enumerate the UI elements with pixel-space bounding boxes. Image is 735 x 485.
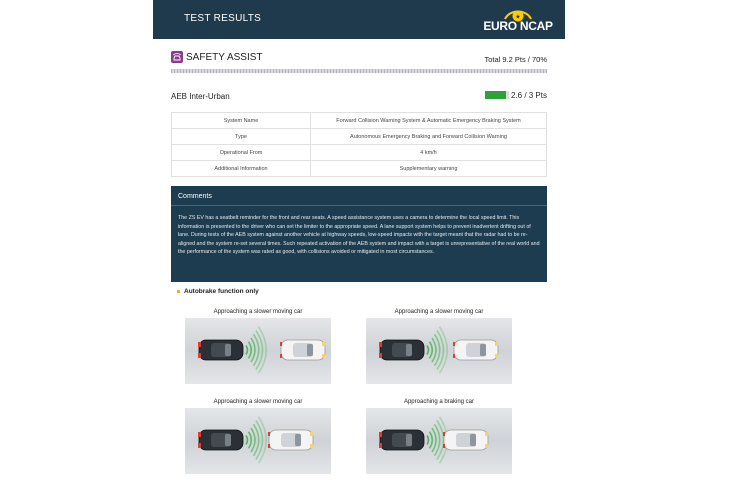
aeb-score: 2.6 / 3 Pts [510,91,547,100]
aeb-title: AEB Inter-Urban [171,92,230,101]
aeb-score-fill [485,91,506,99]
system-info-table [171,112,547,177]
table-key: Type [172,129,311,145]
table-value: Forward Collision Warning System & Automatic Emergency Braking System [311,113,547,129]
table-key: Additional Information [172,161,311,177]
table-row [172,113,547,129]
table-row [172,161,547,177]
scenario-caption: Approaching a slower moving car [213,309,303,315]
table-key: Operational From [172,145,311,161]
scenario-illustration [366,408,512,474]
section-divider [171,69,547,73]
bullet-icon [177,290,180,293]
test-car [379,340,424,360]
test-car [379,430,424,450]
scenario-panel [366,399,512,485]
target-car [268,430,313,450]
comments-title: Comments [171,186,547,206]
safety-assist-icon [171,51,183,63]
aeb-score-bar [485,91,509,99]
aeb-row [171,90,547,104]
section-title: SAFETY ASSIST [186,52,263,63]
target-car [443,430,488,450]
table-row [172,145,547,161]
comments-box [171,186,547,282]
table-value: Autonomous Emergency Braking and Forward Collision Warning [311,129,547,145]
table-row [172,129,547,145]
test-car [198,340,243,360]
top-header [153,0,565,39]
euro-ncap-logo [483,3,553,37]
svg-text:★: ★ [515,13,521,21]
logo-text: EURO NCAP [483,19,553,33]
target-car [453,340,498,360]
autobrake-heading [177,288,259,295]
test-car [198,430,243,450]
autobrake-label: Autobrake function only [184,288,259,295]
scenario-caption: Approaching a braking car [403,399,475,405]
scenario-caption: Approaching a slower moving car [394,309,484,315]
table-value: 4 km/h [311,145,547,161]
scenario-illustration [185,318,331,384]
scenario-illustration [185,408,331,474]
page-title: TEST RESULTS [184,13,262,24]
target-car [280,340,325,360]
comments-text: The ZS EV has a seatbelt reminder for the front and rear seats. A speed assistance system uses a camera to determine the local speed limit. This information is presented to the driver who can set the limiter to the appropriate speed. A lane support system helps to prevent inadvertent drifting out of lane. During tests of the AEB system against another vehicle at highway speeds, low-speed impacts with the target meant that the radar had to be re-aligned and the system re-set several times. Such repeated activation of the AEB system and impact with a target is unrepresentative of the real world and the performance of the system was rated as good, with collisions avoided or mitigated in most circumstances. [178,215,540,256]
table-key: System Name [172,113,311,129]
table-value: Supplementary warning [311,161,547,177]
scenario-illustration [366,318,512,384]
scenario-panel [185,309,331,397]
total-points: Total 9.2 Pts / 70% [484,55,547,64]
scenario-panel [366,309,512,397]
safety-assist-header [171,50,547,68]
scenario-panel [185,399,331,485]
scenario-caption: Approaching a slower moving car [213,399,303,405]
